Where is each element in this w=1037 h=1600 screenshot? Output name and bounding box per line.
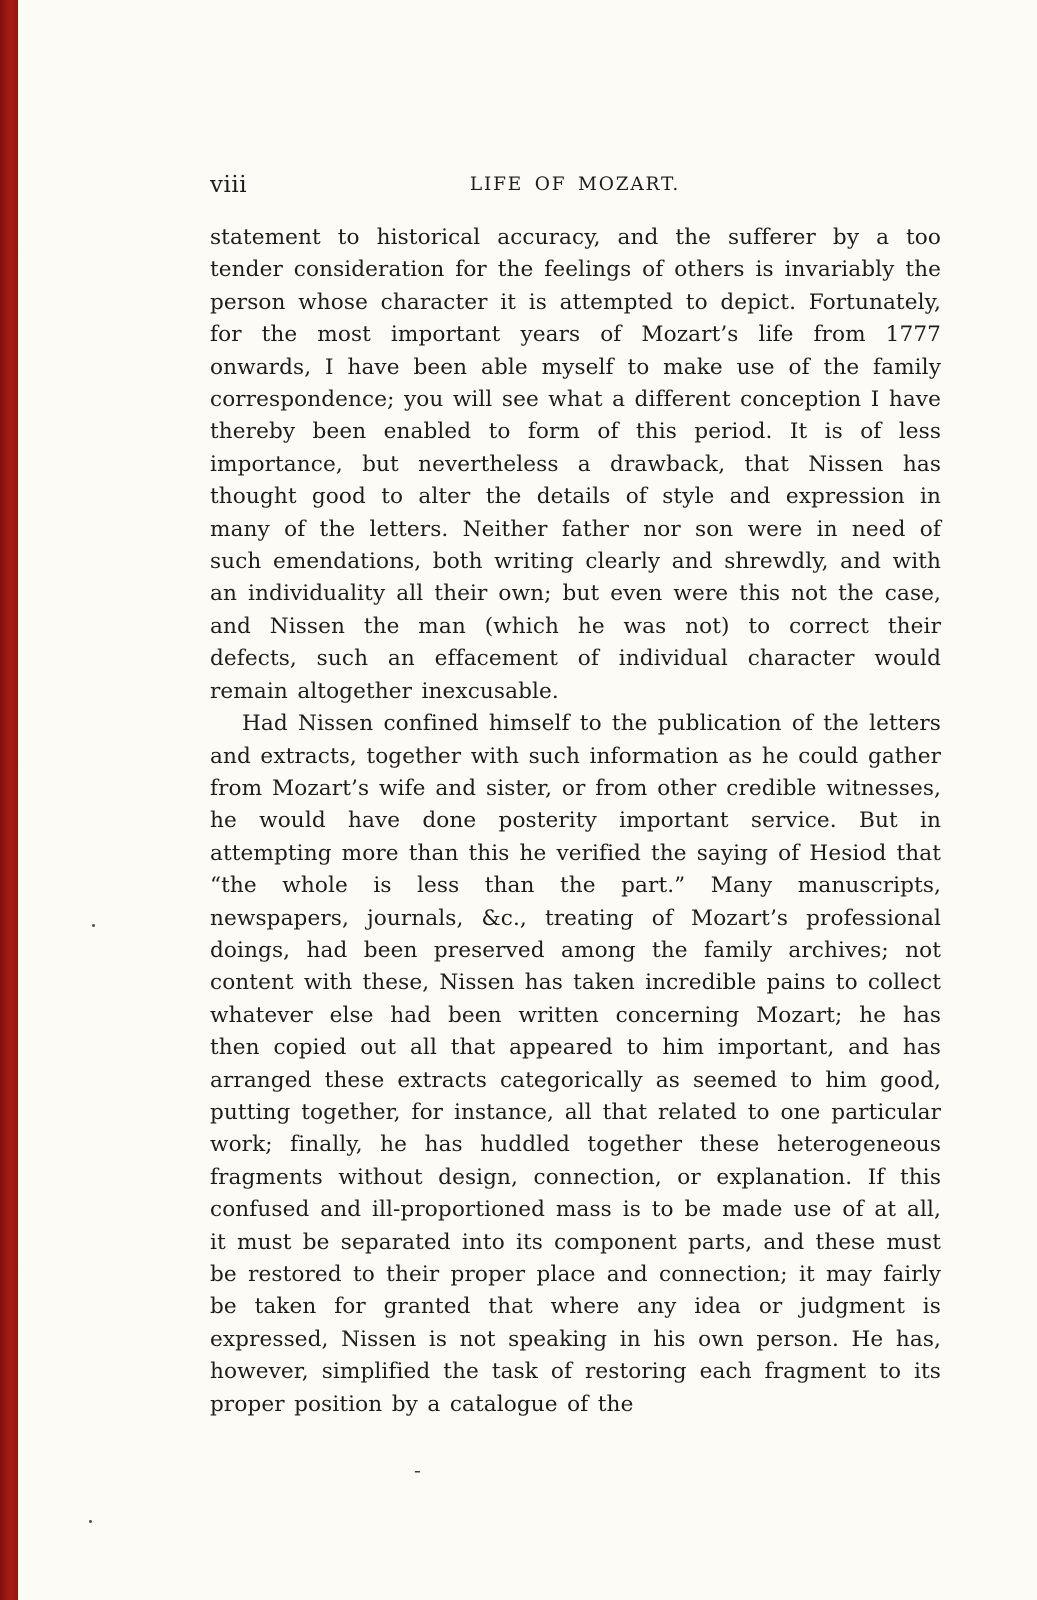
scan-artifact-dash: -	[414, 1458, 421, 1482]
page-body	[210, 222, 941, 1421]
scan-artifact-dot	[89, 1520, 92, 1523]
running-title: LIFE OF MOZART.	[469, 174, 681, 195]
binding-edge-strip	[0, 0, 18, 1600]
paragraph: statement to historical accuracy, and the sufferer by a too tender consideration for the feelings of others is invariably the person whose character it is attempted to depict. Fortunately, for the most important years of Mozart’s life from 1777 onwards, I have been able myself to make use of the family correspondence; you will see what a different conception I have thereby been enabled to form of this period. It is of less importance, but nevertheless a drawback, that Nissen has thought good to alter the details of style and expression in many of the letters. Neither father nor son were in need of such emendations, both writing clearly and shrewdly, and with an individuality all their own; but even were this not the case, and Nissen the man (which he was not) to correct their defects, such an effacement of individual character would remain altogether inexcusable.	[210, 225, 941, 704]
page-number: viii	[210, 172, 248, 198]
paragraph: Had Nissen confined himself to the publication of the letters and extracts, together with such information as he could gather from Mozart’s wife and sister, or from other credible witnesses, he would have done posterity important service. But in attempting more than this he verified the saying of Hesiod that “the whole is less than the part.” Many manuscripts, newspapers, journals, &c., treating of Mozart’s professional doings, had been preserved among the family archives; not content with these, Nissen has taken incredible pains to collect whatever else had been written concerning Mozart; he has then copied out all that appeared to him important, and has arranged these extracts categorically as seemed to him good, putting together, for instance, all that related to one particular work; finally, he has huddled together these heterogeneous fragments without design, connection, or explanation. If this confused and ill-proportioned mass is to be made use of at all, it must be separated into its component parts, and these must be restored to their proper place and connection; it may fairly be taken for granted that where any idea or judgment is expressed, Nissen is not speaking in his own person. He has, however, simplified the task of restoring each fragment to its proper position by a catalogue of the	[210, 711, 941, 1417]
scan-artifact-dot	[92, 924, 95, 927]
page-header	[210, 170, 940, 200]
